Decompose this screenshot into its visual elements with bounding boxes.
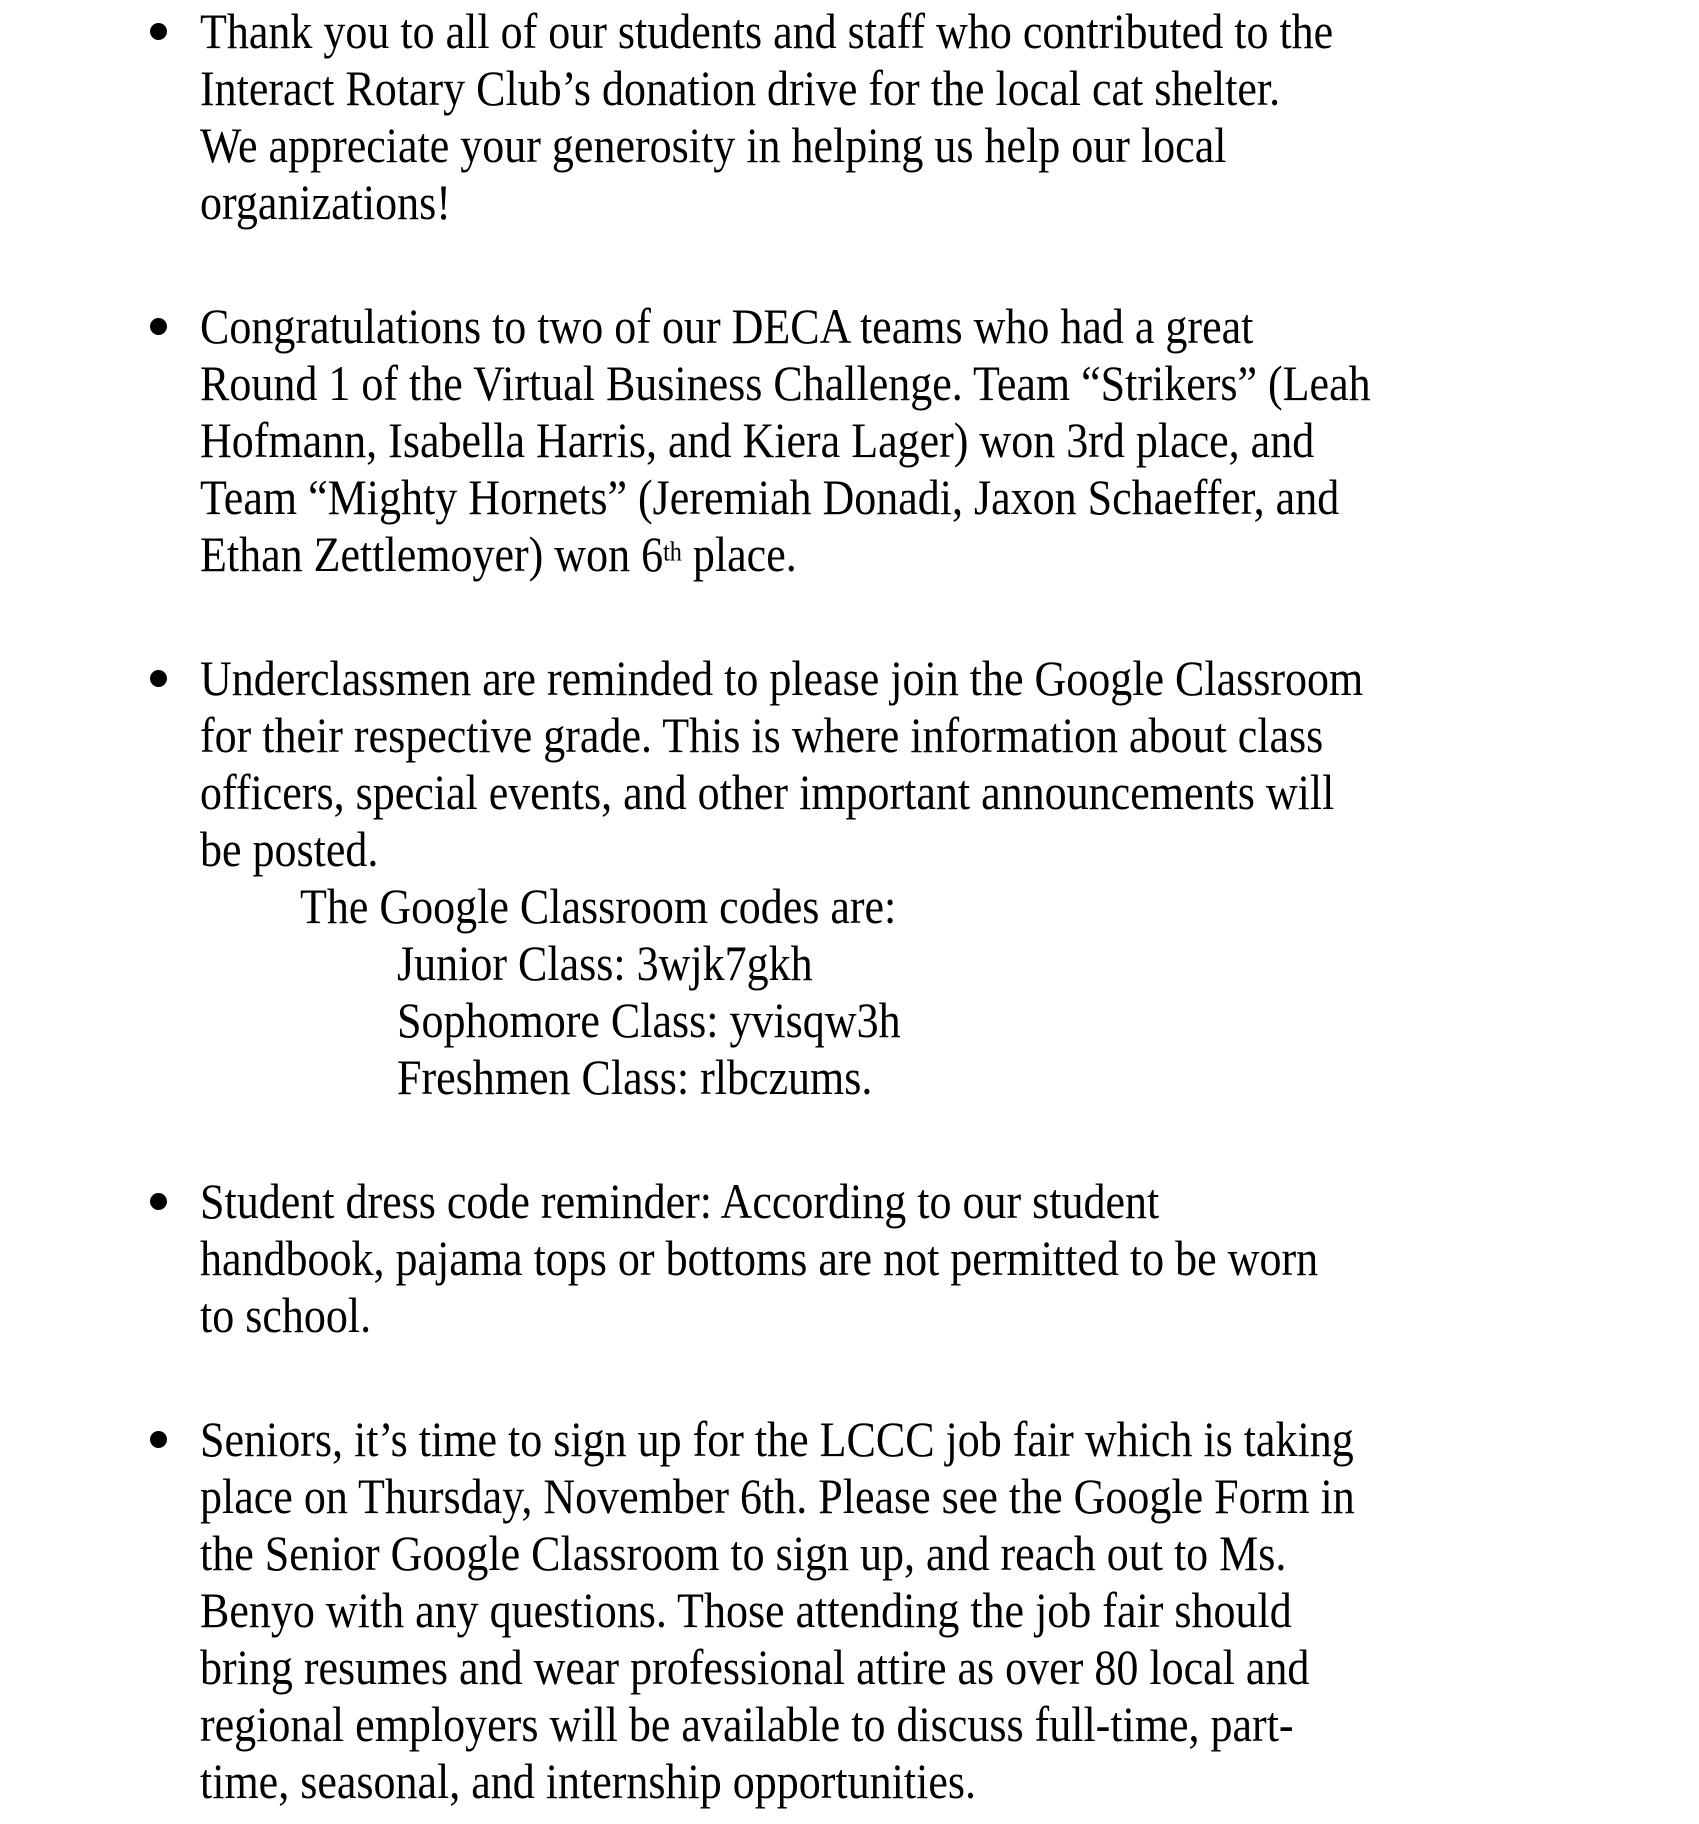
bullet-icon <box>150 1431 167 1448</box>
text-segment: Ethan Zettlemoyer) won 6 <box>200 526 664 582</box>
text-segment: place on Thursday, November 6th. Please see the Google Form in <box>200 1468 1355 1524</box>
bullet-text-block <box>200 650 1659 1106</box>
bullet-text-block <box>200 1173 1659 1344</box>
text-segment: Team “Mighty Hornets” (Jeremiah Donadi, Jaxon Schaeffer, and <box>200 469 1340 525</box>
text-segment: We appreciate your generosity in helping us help our local <box>200 117 1227 173</box>
text-line <box>200 1230 1484 1287</box>
bullet-icon <box>150 23 167 40</box>
text-line <box>200 1753 1484 1810</box>
text-segment: Freshmen Class: rlbczums. <box>397 1049 873 1105</box>
text-segment: Congratulations to two of our DECA teams who had a great <box>200 298 1254 354</box>
text-segment: bring resumes and wear professional attire as over 80 local and <box>200 1639 1310 1695</box>
text-segment: Benyo with any questions. Those attending the job fair should <box>200 1582 1292 1638</box>
bullet-text-block <box>200 1411 1659 1810</box>
text-line <box>200 1525 1484 1582</box>
text-line <box>200 650 1484 707</box>
text-segment: Underclassmen are reminded to please join the Google Classroom <box>200 650 1364 706</box>
text-segment: place. <box>681 526 797 582</box>
text-segment: time, seasonal, and internship opportunities. <box>200 1753 976 1809</box>
text-segment: to school. <box>200 1287 372 1343</box>
bullet-icon <box>150 318 167 335</box>
bullet-text-block <box>200 3 1659 231</box>
text-line <box>200 764 1484 821</box>
bullet-marker-column <box>150 298 200 335</box>
text-line <box>200 117 1484 174</box>
bullet-list <box>150 3 1659 1810</box>
text-segment: be posted. <box>200 821 379 877</box>
text-line <box>200 1582 1484 1639</box>
bullet-marker-column <box>150 650 200 687</box>
announcement-bullet <box>150 3 1659 231</box>
text-line <box>200 1173 1484 1230</box>
bullet-marker-column <box>150 3 200 40</box>
text-line <box>397 992 1508 1049</box>
text-line <box>397 935 1508 992</box>
text-segment: Thank you to all of our students and staff who contributed to the <box>200 3 1334 59</box>
text-line <box>200 821 1484 878</box>
announcement-bullet <box>150 1173 1659 1344</box>
text-segment: Sophomore Class: yvisqw3h <box>397 992 901 1048</box>
text-line <box>200 174 1484 231</box>
bullet-marker-column <box>150 1173 200 1210</box>
text-line <box>300 878 1496 935</box>
text-line <box>200 355 1484 412</box>
text-line <box>200 3 1484 60</box>
text-line <box>200 469 1484 526</box>
text-segment: Junior Class: 3wjk7gkh <box>397 935 813 991</box>
text-segment: the Senior Google Classroom to sign up, and reach out to Ms. <box>200 1525 1287 1581</box>
text-segment: handbook, pajama tops or bottoms are not permitted to be worn <box>200 1230 1319 1286</box>
bullet-text-block <box>200 298 1659 583</box>
text-line <box>397 1049 1508 1106</box>
text-segment: Student dress code reminder: According to our student <box>200 1173 1160 1229</box>
bullet-marker-column <box>150 1411 200 1448</box>
text-line <box>200 1696 1484 1753</box>
text-segment: Seniors, it’s time to sign up for the LCCC job fair which is taking <box>200 1411 1354 1467</box>
text-line <box>200 526 1484 583</box>
text-segment: Round 1 of the Virtual Business Challenge. Team “Strikers” (Leah <box>200 355 1371 411</box>
announcement-bullet <box>150 298 1659 583</box>
bullet-icon <box>150 670 167 687</box>
text-segment: for their respective grade. This is where information about class <box>200 707 1324 763</box>
text-line <box>200 1639 1484 1696</box>
text-line <box>200 412 1484 469</box>
text-line <box>200 1411 1484 1468</box>
text-line <box>200 60 1484 117</box>
text-line <box>200 707 1484 764</box>
announcement-bullet <box>150 650 1659 1106</box>
ordinal-superscript: th <box>663 535 682 567</box>
text-segment: Interact Rotary Club’s donation drive for the local cat shelter. <box>200 60 1281 116</box>
announcement-bullet <box>150 1411 1659 1810</box>
text-line <box>200 1468 1484 1525</box>
text-segment: Hofmann, Isabella Harris, and Kiera Lager) won 3rd place, and <box>200 412 1315 468</box>
text-segment: regional employers will be available to discuss full-time, part- <box>200 1696 1294 1752</box>
text-line <box>200 1287 1484 1344</box>
text-segment: organizations! <box>200 174 451 230</box>
text-line <box>200 298 1484 355</box>
bullet-icon <box>150 1193 167 1210</box>
text-segment: officers, special events, and other important announcements will <box>200 764 1335 820</box>
text-segment: The Google Classroom codes are: <box>300 878 897 934</box>
